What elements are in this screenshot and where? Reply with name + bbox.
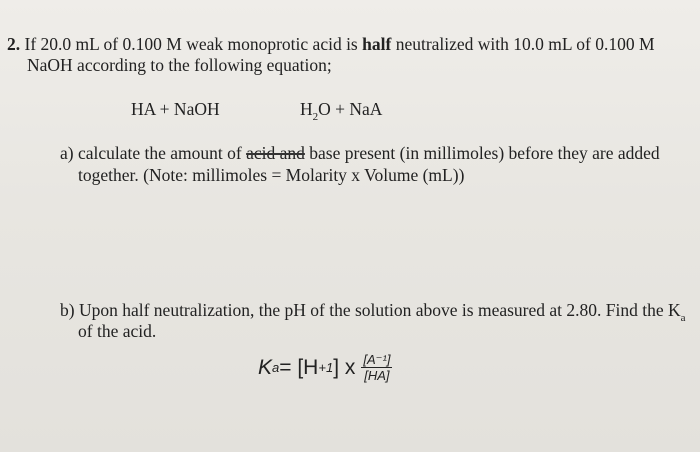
fraction-denominator: [HA]: [364, 368, 390, 383]
question-text-start: If 20.0 mL of 0.100 M weak monoprotic acid is: [24, 34, 363, 54]
part-b-subscript: a: [680, 312, 686, 324]
part-a-text-start: a) calculate the amount of: [60, 143, 247, 163]
product-rest: O + NaA: [318, 99, 383, 119]
formula-fraction: [361, 352, 392, 383]
part-a-text-end: base present (in millimoles) before they are added: [304, 143, 660, 163]
product-subscript: 2: [312, 111, 319, 123]
part-b-line-2: of the acid.: [78, 321, 157, 341]
part-a-line-2: together. (Note: millimoles = Molarity x Volume (mL)): [78, 165, 465, 185]
formula-k: K: [258, 355, 273, 379]
part-a-line-1: [60, 143, 660, 163]
question-text-end: neutralized with 10.0 mL of 0.100 M: [391, 34, 655, 54]
equation-products: [300, 99, 383, 123]
part-b-line-1: [60, 300, 686, 324]
question-line-2: NaOH according to the following equation;: [27, 55, 332, 75]
fraction-numerator: [A⁻¹]: [363, 352, 391, 367]
part-b-text: b) Upon half neutralization, the pH of the solution above is measured at 2.80. Find the K: [60, 300, 681, 320]
formula-times: ] x: [333, 355, 356, 379]
ka-formula: K a = [H +1 ] x $\frac{\text{[A⁻¹]}}{[HA]}$: [258, 352, 391, 383]
product-h: H: [300, 99, 313, 119]
part-a-struck-text: acid and: [246, 143, 305, 163]
question-emphasis-half: half: [362, 34, 392, 54]
question-number: 2.: [7, 34, 21, 54]
equation-reactants: HA + NaOH: [131, 99, 220, 119]
question-line-1: [7, 34, 655, 54]
formula-equals-bracket: = [H: [279, 355, 319, 379]
